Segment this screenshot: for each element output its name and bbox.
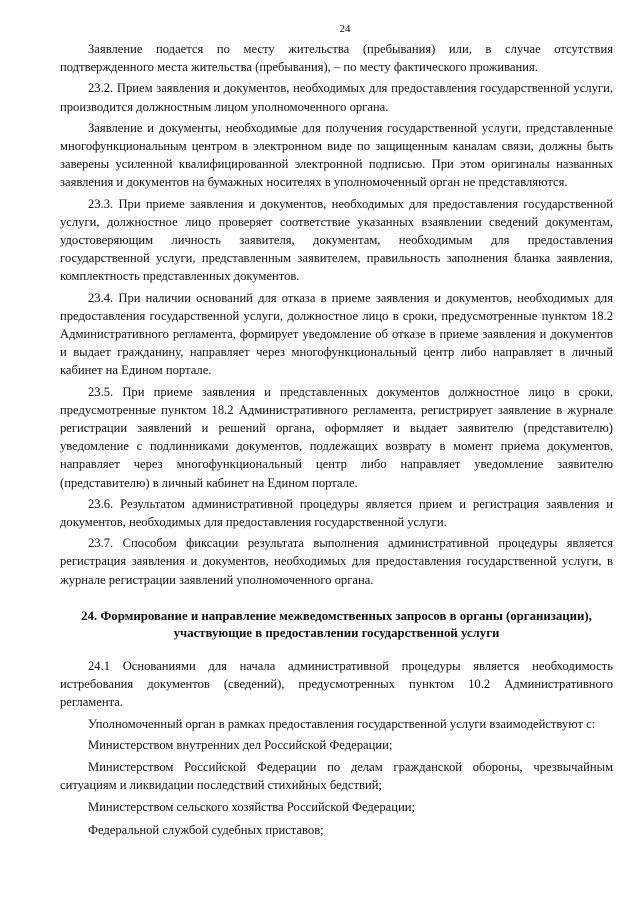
paragraph: 23.2. Прием заявления и документов, необходимых для предоставления государственной услуги, производится должностным лицом уполномоченного органа.	[60, 81, 613, 114]
page-number: 24	[339, 23, 351, 35]
agency-list	[60, 736, 613, 839]
list-item: Министерством внутренних дел Российской Федерации;	[88, 737, 393, 752]
page-content	[60, 40, 613, 843]
paragraph: Заявление и документы, необходимые для получения государственной услуги, представленные многофункциональным центром в электронном виде по защищенным каналам связи, должны быть заверены усиленной квалифицированной электронной подписью. При этом оригиналы названных заявления и документов на бумажных носителях в уполномоченный орган не представляются.	[60, 120, 613, 190]
paragraph: Заявление подается по месту жительства (пребывания) или, в случае отсутствия подтвержденного места жительства (пребывания), – по месту фактического проживания.	[60, 42, 613, 75]
list-item: Федеральной службой судебных приставов;	[88, 822, 324, 837]
section-23-text	[60, 40, 613, 589]
list-item: Министерством сельского хозяйства Российской Федерации;	[88, 800, 415, 815]
section-24-text	[60, 657, 613, 733]
paragraph: 23.7. Способом фиксации результата выполнения административной процедуры является регистрация заявления и документов, необходимых для предоставления государственной услуги, в журнале регистрации заявлений уполномоченного органа.	[60, 536, 613, 587]
paragraph: 23.5. При приеме заявления и представленных документов должностное лицо в сроки, предусмотренные пунктом 18.2 Административного регламента, регистрирует заявление в журнале регистрации заявлений и решений органа, оформляет и выдает заявителю (представителю) уведомление с подлинниками документов, подлежащих возврату в момент приема документов, направляет через многофункциональный центр либо направляет уведомление заявителю (представителю) в личный кабинет на Едином портале.	[60, 384, 613, 490]
paragraph: 23.6. Результатом административной процедуры является прием и регистрация заявления и документов, необходимых для предоставления государственной услуги.	[60, 496, 613, 530]
list-item: Министерством Российской Федерации по делам гражданской обороны, чрезвычайным ситуациям и ликвидации последствий стихийных бедствий;	[60, 759, 613, 793]
paragraph: 23.4. При наличии оснований для отказа в приеме заявления и документов, необходимых для предоставления государственной услуги, должностное лицо в сроки, предусмотренные пунктом 18.2 Административного регламента, формирует уведомление об отказе в приеме заявления и документов и выдает гражданину, направляет через многофункциональный центр либо направляет в личный кабинет на Едином портале.	[60, 290, 613, 378]
section-heading: 24. Формирование и направление межведомственных запросов в органы (организации), участвующие в предоставлении государственной услуги	[81, 608, 592, 640]
paragraph: 23.3. При приеме заявления и документов, необходимых для предоставления государственной услуги, должностное лицо проверяет соответствие указанных взаявлении сведений документам, удостоверяющим личность заявителя, документам, необходимым для предоставления государственной услуги, представленным заявителем, правильность заполнения бланка заявления, комплектность представленных документов.	[60, 196, 613, 284]
paragraph: 24.1 Основаниями для начала административной процедуры является необходимость истребования документов (сведений), предусмотренных пунктом 10.2 Административного регламента.	[60, 658, 613, 710]
paragraph: Уполномоченный орган в рамках предоставления государственной услуги взаимодействуют с:	[88, 716, 596, 731]
